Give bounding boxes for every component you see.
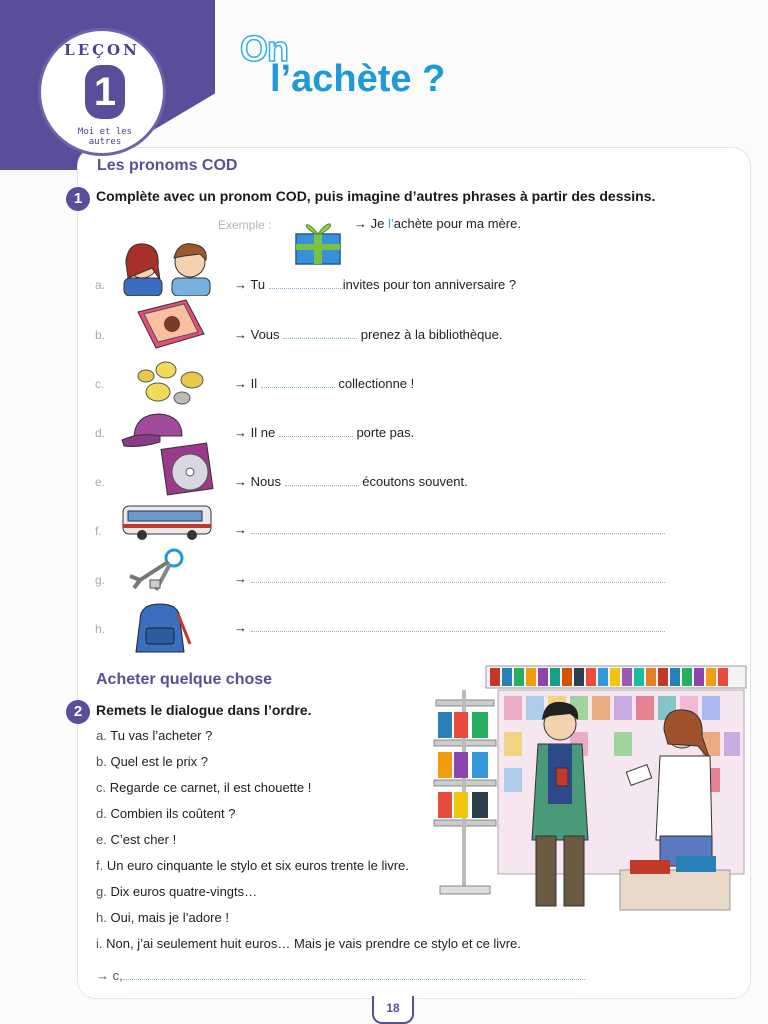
example-sentence: [354, 216, 521, 231]
dialogue-line-h: [96, 910, 229, 925]
item-f-blank[interactable]: [251, 522, 665, 534]
dialogue-line-c: [96, 780, 311, 795]
dialogue-line-b: [96, 754, 208, 769]
item-b-sentence: [234, 327, 502, 342]
bookshop-illustration: [420, 660, 750, 920]
exercise1-instruction: Complète avec un pronom COD, puis imagine d’autres phrases à partir des dessins.: [96, 188, 656, 204]
item-c-blank[interactable]: [261, 376, 335, 388]
cd-icon: [160, 442, 214, 496]
item-a-blank[interactable]: [269, 277, 343, 289]
dialogue-text: Quel est le prix ?: [110, 754, 209, 769]
keys-icon: [120, 546, 194, 594]
books-icon: [134, 298, 208, 350]
section2-heading: Acheter quelque chose: [96, 671, 273, 688]
dialogue-letter: b.: [96, 754, 107, 769]
dialogue-line-f: [96, 858, 409, 873]
dialogue-text: Regarde ce carnet, il est chouette !: [109, 780, 312, 795]
dialogue-letter: f.: [96, 858, 104, 873]
bus-icon: [120, 502, 214, 542]
dialogue-line-a: [96, 728, 212, 743]
item-letter-e: e.: [95, 475, 106, 489]
item-g-blank[interactable]: [251, 571, 665, 583]
dialogue-text: Tu vas l’acheter ?: [110, 728, 213, 743]
item-letter-b: b.: [95, 328, 106, 342]
page-title: l’achète ?: [270, 58, 446, 100]
dialogue-line-g: [96, 884, 257, 899]
example-post: achète pour ma mère.: [393, 216, 521, 231]
coins-icon: [132, 358, 212, 408]
item-a-sentence: [234, 277, 516, 292]
exercise1-number: 1: [66, 187, 90, 211]
dialogue-letter: i.: [96, 936, 103, 951]
two-kids-icon: [118, 238, 216, 296]
item-e-sentence: [234, 474, 468, 489]
dialogue-letter: d.: [96, 806, 107, 821]
dialogue-letter: g.: [96, 884, 107, 899]
item-letter-h: h.: [95, 622, 106, 636]
dialogue-line-i: [96, 936, 521, 951]
item-f-sentence: [234, 522, 665, 537]
item-c-sentence: [234, 376, 414, 391]
lecon-badge: [38, 28, 166, 156]
item-e-pre: → Nous: [234, 474, 281, 489]
dialogue-text: Oui, mais je l’adore !: [110, 910, 229, 925]
item-b-blank[interactable]: [283, 327, 357, 339]
item-letter-c: c.: [95, 377, 105, 391]
backpack-icon: [128, 600, 194, 658]
exercise2-number: 2: [66, 700, 90, 724]
item-e-blank[interactable]: [285, 474, 359, 486]
item-h-blank[interactable]: [251, 620, 665, 632]
item-c-post: collectionne !: [338, 376, 415, 391]
lecon-word: LEÇON: [64, 41, 140, 59]
item-letter-g: g.: [95, 573, 106, 587]
item-letter-d: d.: [95, 426, 106, 440]
dialogue-text: Non, j’ai seulement huit euros… Mais je vais prendre ce stylo et ce livre.: [106, 936, 521, 951]
section1-heading: Les pronoms COD: [97, 157, 238, 174]
dialogue-letter: c.: [96, 780, 107, 795]
item-g-pre: →: [234, 571, 247, 586]
example-pre: → Je: [354, 216, 388, 231]
item-a-post: invites pour ton anniversaire ?: [342, 277, 517, 292]
dialogue-text: Un euro cinquante le stylo et six euros trente le livre.: [106, 858, 409, 873]
exercise2-instruction: Remets le dialogue dans l’ordre.: [96, 702, 312, 718]
item-b-post: prenez à la bibliothèque.: [360, 327, 503, 342]
gift-icon: [292, 212, 344, 268]
dialogue-text: C’est cher !: [110, 832, 177, 847]
item-d-blank[interactable]: [279, 425, 353, 437]
item-c-pre: → Il: [234, 376, 258, 391]
item-letter-a: a.: [95, 278, 106, 292]
example-pronoun: l’: [387, 216, 394, 231]
item-b-pre: → Vous: [234, 327, 280, 342]
item-f-pre: →: [234, 522, 247, 537]
example-label: Exemple :: [218, 218, 272, 232]
item-d-post: porte pas.: [356, 425, 415, 440]
answer-blank[interactable]: [123, 968, 585, 980]
dialogue-letter: e.: [96, 832, 107, 847]
item-d-sentence: [234, 425, 414, 440]
item-d-pre: → Il ne: [234, 425, 276, 440]
dialogue-text: Dix euros quatre-vingts…: [110, 884, 258, 899]
item-e-post: écoutons souvent.: [362, 474, 468, 489]
dialogue-text: Combien ils coûtent ?: [110, 806, 236, 821]
lecon-number: 1: [85, 65, 125, 119]
answer-start: → c,: [96, 968, 123, 983]
dialogue-line-e: [96, 832, 176, 847]
answer-line: [96, 968, 585, 983]
item-g-sentence: [234, 571, 665, 586]
title-on: On: [240, 28, 288, 69]
item-letter-f: f.: [95, 524, 102, 538]
item-h-pre: →: [234, 620, 247, 635]
item-a-pre: → Tu: [234, 277, 266, 292]
item-h-sentence: [234, 620, 665, 635]
dialogue-line-d: [96, 806, 235, 821]
lecon-subtitle: Moi et les autres: [77, 127, 133, 147]
page-number: 18: [372, 996, 414, 1024]
dialogue-letter: h.: [96, 910, 107, 925]
dialogue-letter: a.: [96, 728, 107, 743]
